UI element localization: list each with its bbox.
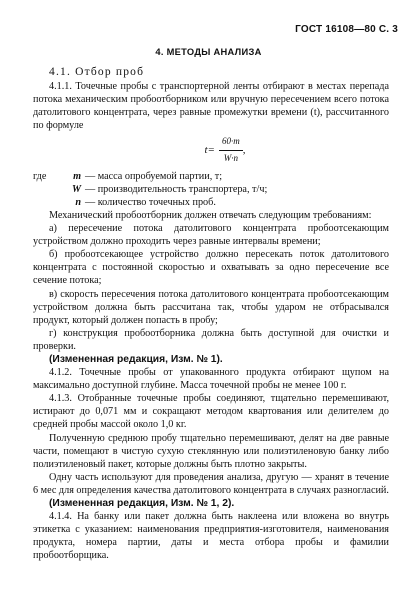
amendment-note: (Измененная редакция, Изм. № 1).	[49, 353, 223, 365]
definition-text: — масса опробуемой партии, т;	[85, 170, 223, 182]
definition-row	[33, 183, 389, 196]
where-label: где	[33, 170, 47, 182]
paragraph-requirement-a: а) пересечение потока датолитового концентрата пробоотсекающим устройством должно проходить через равные интервалы времени;	[33, 223, 389, 248]
paragraph-requirement-g: г) конструкция пробоотборника должна быть доступной для очистки и проверки.	[33, 327, 389, 352]
formula-tail: ,	[242, 143, 246, 156]
definition-symbol: n	[75, 196, 81, 208]
paragraph-mechanical: Механический пробоотборник должен отвечать следующим требованиям:	[49, 209, 372, 221]
page-header: ГОСТ 16108—80 С. 3	[295, 24, 398, 35]
paragraph-4-1-2: 4.1.2. Точечные пробы от упакованного продукта отбирают щупом на максимально доступной глубине. Масса точечной пробы не менее 100 г.	[33, 367, 389, 392]
formula	[61, 135, 389, 164]
subsection-title: 4.1. Отбор проб	[49, 66, 145, 78]
amendment-note: (Измененная редакция, Изм. № 1, 2).	[49, 498, 235, 509]
formula-denominator: W·n	[223, 152, 238, 163]
paragraph-requirement-b: б) пробоотсекающее устройство должно пересекать поток датолитового концентрата с постоянной скоростью и охватывать за одно пересечение все сечение потока;	[33, 249, 389, 287]
paragraph-4-1-1: 4.1.1. Точечные пробы с транспортерной ленты отбирают в местах перепада потока механическим пробоотборником или вручную пересечением всего потока датолитового концентрата, через равные промежутки времени (t), рассчитанного по формуле	[33, 81, 389, 132]
paragraph-4-1-4: 4.1.4. На банку или пакет должна быть наклеена или вложена во внутрь этикетка с указанием: наименования предприятия-изготовителя, наименования продукта, номера партии, даты и места отбора пробы и фамилии пробоотборщика.	[33, 511, 389, 562]
definition-symbol: W	[71, 183, 81, 195]
section-title: 4. МЕТОДЫ АНАЛИЗА	[155, 47, 262, 57]
paragraph-requirement-v: в) скорость пересечения потока датолитового концентрата пробоотсекающим устройством должна быть рассчитана так, чтобы ударом не отбрасывался продукт, который должен попасть в пробу;	[33, 288, 389, 326]
paragraph-4-1-3: 4.1.3. Отобранные точечные пробы соединяют, тщательно перемешивают, истирают до 0,071 мм и сокращают методом квартования или делителем до средней пробы массой около 1,0 кг.	[33, 393, 389, 431]
definition-row	[33, 170, 389, 183]
definition-text: — производительность транспортера, т/ч;	[85, 183, 268, 195]
definition-row	[33, 196, 389, 209]
formula-numerator: 60·m	[219, 135, 243, 150]
document-body	[33, 66, 389, 562]
paragraph-sample: Полученную среднюю пробу тщательно перемешивают, делят на две равные части, помещают в чистую сухую стеклянную или полиэтиленовую банку либо полиэтиленовый пакет, которые должны быть плотно закрыты.	[33, 432, 389, 470]
paragraph-one-part: Одну часть используют для проведения анализа, другую — хранят в течение 6 мес для определения качества датолитового концентрата в случаях разногласий.	[33, 471, 389, 496]
formula-fraction	[219, 135, 243, 164]
formula-lhs: t=	[204, 143, 215, 156]
definition-symbol: m	[73, 170, 81, 182]
definition-text: — количество точечных проб.	[85, 196, 216, 208]
